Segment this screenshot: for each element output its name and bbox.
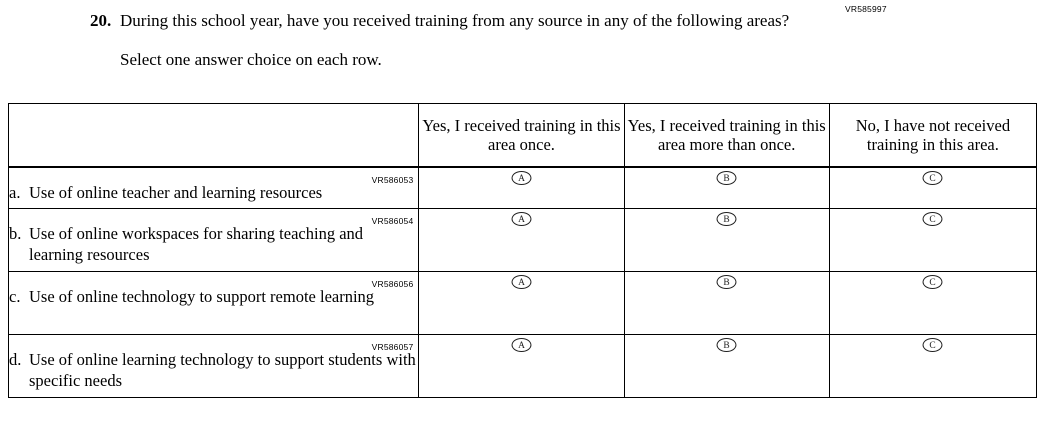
radio-bubble-b-none[interactable]: C xyxy=(923,212,943,226)
column-header-more-than-once: Yes, I received training in this area more than once. xyxy=(624,104,829,168)
row-code-b: VR586054 xyxy=(371,216,414,226)
radio-bubble-a-more[interactable]: B xyxy=(717,171,737,185)
bubble-cell-d-3[interactable] xyxy=(829,335,1036,398)
row-code-d: VR586057 xyxy=(371,342,414,352)
row-label-b: Use of online workspaces for sharing teaching and learning resources xyxy=(29,224,364,264)
row-label-a: Use of online teacher and learning resources xyxy=(29,183,323,202)
table-row xyxy=(9,209,1037,272)
table-row xyxy=(9,335,1037,398)
radio-bubble-b-more[interactable]: B xyxy=(717,212,737,226)
row-stem-c xyxy=(9,272,419,335)
bubble-cell-a-1[interactable] xyxy=(419,167,624,209)
row-letter-a: a. xyxy=(9,183,21,202)
row-stem-b xyxy=(9,209,419,272)
radio-bubble-c-more[interactable]: B xyxy=(717,275,737,289)
row-stem-d xyxy=(9,335,419,398)
bubble-cell-b-1[interactable] xyxy=(419,209,624,272)
radio-bubble-d-once[interactable]: A xyxy=(512,338,532,352)
radio-bubble-d-none[interactable]: C xyxy=(923,338,943,352)
bubble-cell-d-1[interactable] xyxy=(419,335,624,398)
row-letter-d: d. xyxy=(9,350,22,369)
radio-bubble-a-none[interactable]: C xyxy=(923,171,943,185)
row-code-a: VR586053 xyxy=(371,175,414,185)
bubble-cell-b-2[interactable] xyxy=(624,209,829,272)
response-matrix xyxy=(8,103,1037,398)
radio-bubble-c-none[interactable]: C xyxy=(923,275,943,289)
radio-bubble-a-once[interactable]: A xyxy=(512,171,532,185)
column-header-not-received: No, I have not received training in this area. xyxy=(829,104,1036,168)
form-code-top: VR585997 xyxy=(845,4,887,14)
bubble-cell-c-1[interactable] xyxy=(419,272,624,335)
question-text: During this school year, have you received training from any source in any of the following areas? xyxy=(120,11,790,30)
question-instruction: Select one answer choice on each row. xyxy=(120,50,382,69)
radio-bubble-b-once[interactable]: A xyxy=(512,212,532,226)
bubble-cell-c-3[interactable] xyxy=(829,272,1036,335)
bubble-cell-d-2[interactable] xyxy=(624,335,829,398)
row-code-c: VR586056 xyxy=(371,279,414,289)
radio-bubble-d-more[interactable]: B xyxy=(717,338,737,352)
matrix-header-row xyxy=(9,104,1037,168)
bubble-cell-b-3[interactable] xyxy=(829,209,1036,272)
column-header-once: Yes, I received training in this area once. xyxy=(419,104,624,168)
radio-bubble-c-once[interactable]: A xyxy=(512,275,532,289)
question-number: 20. xyxy=(90,11,112,30)
table-row xyxy=(9,167,1037,209)
bubble-cell-a-2[interactable] xyxy=(624,167,829,209)
row-letter-b: b. xyxy=(9,224,22,243)
row-stem-a xyxy=(9,167,419,209)
bubble-cell-a-3[interactable] xyxy=(829,167,1036,209)
row-label-d: Use of online learning technology to support students with specific needs xyxy=(29,350,416,390)
matrix-corner-cell xyxy=(9,104,419,168)
question-heading xyxy=(90,10,790,32)
question-block xyxy=(90,10,790,71)
row-label-c: Use of online technology to support remote learning xyxy=(29,287,375,306)
bubble-cell-c-2[interactable] xyxy=(624,272,829,335)
table-row xyxy=(9,272,1037,335)
row-letter-c: c. xyxy=(9,287,21,306)
